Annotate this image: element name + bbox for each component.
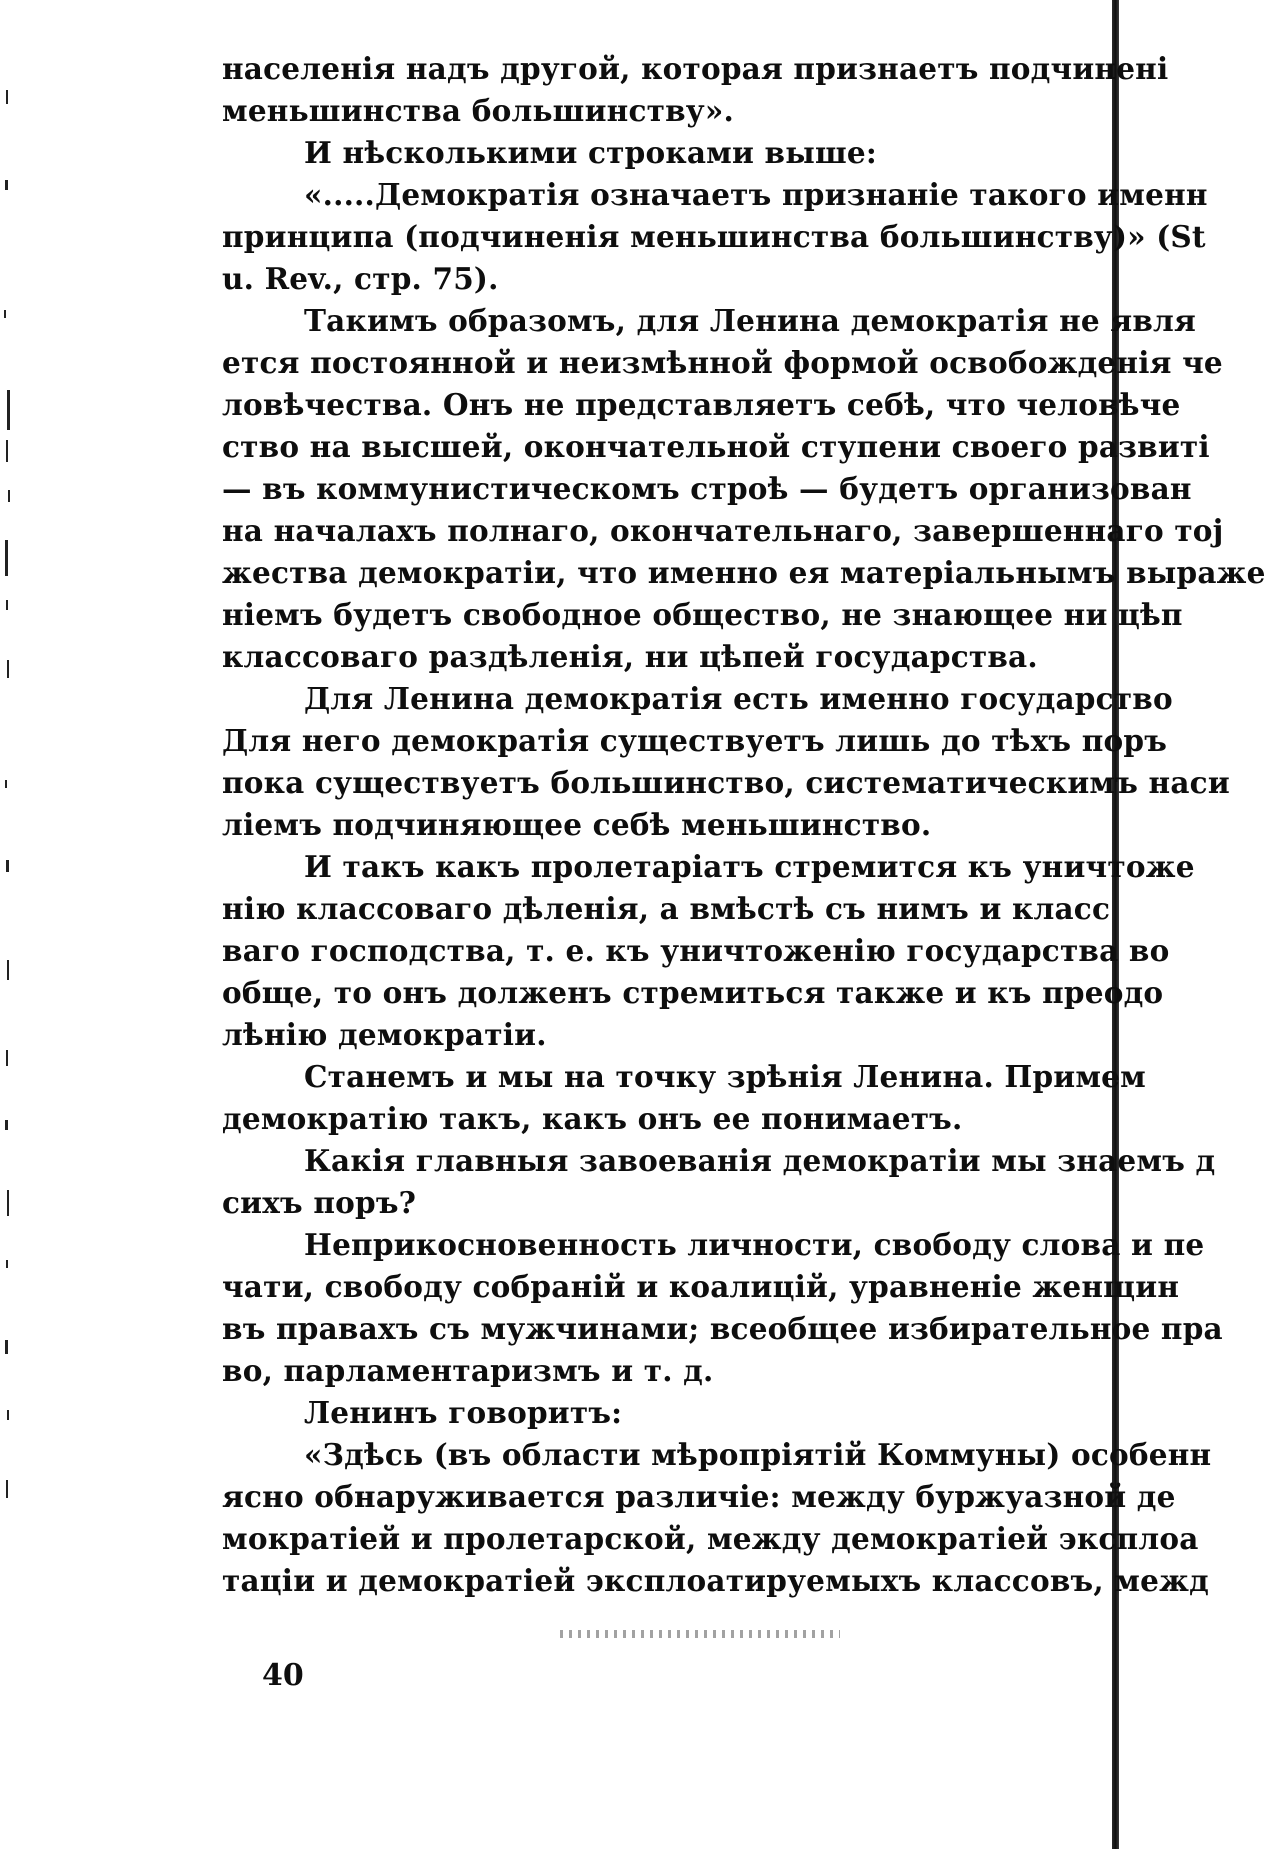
- text-line: Для Ленина демократія есть именно государство: [304, 681, 1173, 716]
- text-line: принципа (подчиненія меньшинства большинству)» (St: [222, 219, 1206, 254]
- scan-artifact: [560, 1630, 840, 1638]
- text-line: Неприкосновенность личности, свободу слова и пе: [304, 1227, 1205, 1262]
- text-line: ство на высшей, окончательной ступени своего развиті: [222, 429, 1210, 464]
- text-line: ваго господства, т. е. къ уничтоженію государства во: [222, 933, 1170, 968]
- text-line: таціи и демократіей эксплоатируемыхъ классовъ, межд: [222, 1563, 1209, 1598]
- text-line: u. Rev., стр. 75).: [222, 261, 499, 296]
- text-line: населенія надъ другой, которая признаетъ подчинені: [222, 51, 1169, 86]
- text-line: нію классоваго дѣленія, а вмѣстѣ съ нимъ и класс: [222, 891, 1111, 926]
- text-line: И нѣсколькими строками выше:: [304, 135, 877, 170]
- text-line: И такъ какъ пролетаріатъ стремится къ уничтоже: [304, 849, 1195, 884]
- text-line: Какія главныя завоеванія демократіи мы знаемъ д: [304, 1143, 1216, 1178]
- text-line: чати, свободу собраній и коалицій, уравненіе женщин: [222, 1269, 1180, 1304]
- text-line: классоваго раздѣленія, ни цѣпей государства.: [222, 639, 1038, 674]
- text-line: демократію такъ, какъ онъ ее понимаетъ.: [222, 1101, 963, 1136]
- text-line: въ правахъ съ мужчинами; всеобщее избирательное пра: [222, 1311, 1223, 1346]
- text-line: лѣнію демократіи.: [222, 1017, 547, 1052]
- text-line: пока существуетъ большинство, систематическимъ наси: [222, 765, 1230, 800]
- text-line: Для него демократія существуетъ лишь до тѣхъ поръ: [222, 723, 1168, 758]
- text-line: Станемъ и мы на точку зрѣнія Ленина. Примем: [304, 1059, 1146, 1094]
- page-number: 40: [262, 1658, 304, 1693]
- text-line: — въ коммунистическомъ строѣ — будетъ организован: [222, 471, 1192, 506]
- text-line: ется постоянной и неизмѣнной формой освобожденія че: [222, 345, 1223, 380]
- text-line: ніемъ будетъ свободное общество, не знающее ни цѣп: [222, 597, 1183, 632]
- text-line: сихъ поръ?: [222, 1185, 417, 1220]
- text-line: во, парламентаризмъ и т. д.: [222, 1353, 714, 1388]
- text-line: меньшинства большинству».: [222, 93, 734, 128]
- text-line: Ленинъ говоритъ:: [304, 1395, 623, 1430]
- text-line: жества демократіи, что именно ея матеріальнымъ выраже: [222, 555, 1266, 590]
- text-line: обще, то онъ долженъ стремиться также и къ преодо: [222, 975, 1164, 1010]
- text-line: «.....Демократія означаетъ признаніе такого именн: [304, 177, 1208, 212]
- text-line: «Здѣсь (въ области мѣропріятій Коммуны) особенн: [304, 1437, 1212, 1472]
- text-line: мократіей и пролетарской, между демократіей эксплоа: [222, 1521, 1199, 1556]
- text-line: ліемъ подчиняющее себѣ меньшинство.: [222, 807, 932, 842]
- text-line: Такимъ образомъ, для Ленина демократія не явля: [304, 303, 1197, 338]
- text-line: ясно обнаруживается различіе: между буржуазной де: [222, 1479, 1176, 1514]
- body-text: [222, 48, 1266, 1602]
- text-line: ловѣчества. Онъ не представляетъ себѣ, что человѣче: [222, 387, 1181, 422]
- margin-scan-noise: [0, 60, 60, 1620]
- text-line: на началахъ полнаго, окончательнаго, завершеннаго тој: [222, 513, 1224, 548]
